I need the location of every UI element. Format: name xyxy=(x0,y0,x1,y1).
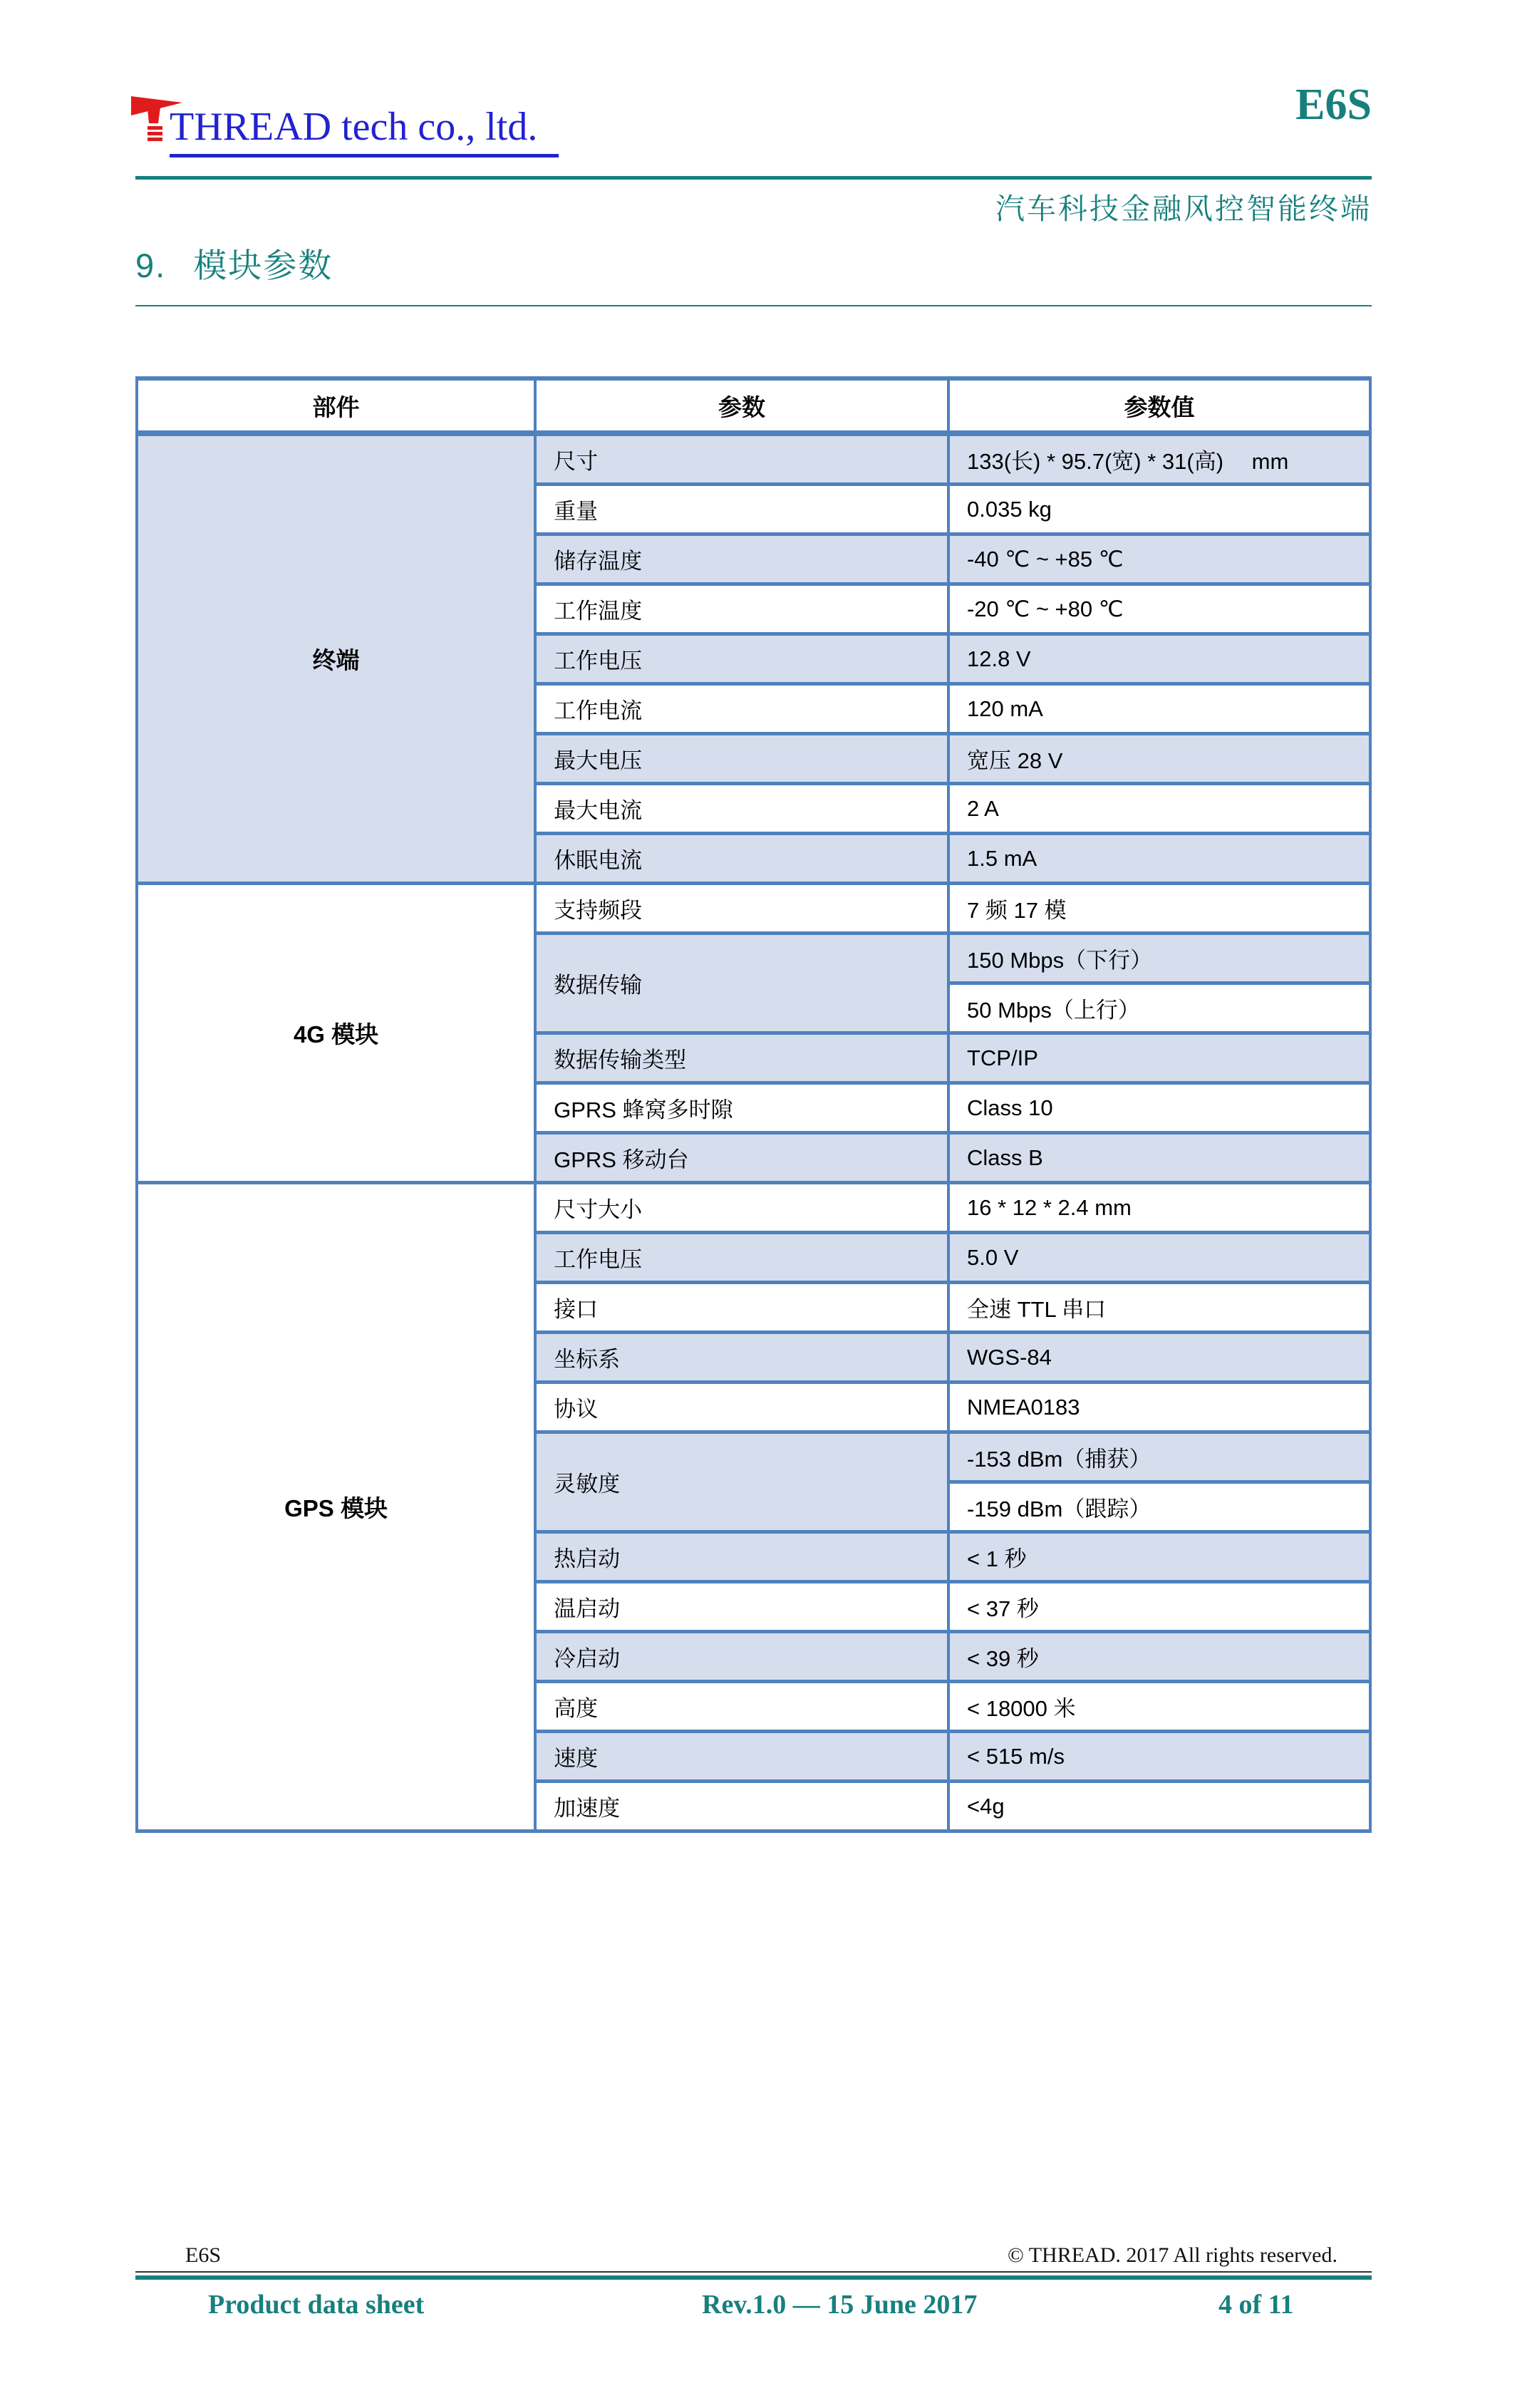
param-cell: 热启动 xyxy=(535,1532,948,1582)
footer-doc-type: Product data sheet xyxy=(208,2290,425,2320)
param-cell: 支持频段 xyxy=(535,884,948,934)
section-divider xyxy=(135,305,1372,306)
company-name: THREAD tech co., ltd. xyxy=(170,104,559,157)
table-body xyxy=(137,433,1370,1831)
table-row xyxy=(137,433,1370,485)
section-title xyxy=(135,239,333,287)
product-code: E6S xyxy=(1295,81,1372,129)
param-cell: 最大电压 xyxy=(535,734,948,784)
value-cell: 宽压 28 V xyxy=(948,734,1370,784)
value-cell: <4g xyxy=(948,1782,1370,1831)
component-cell: GPS 模块 xyxy=(137,1183,535,1831)
value-cell: 150 Mbps（下行） xyxy=(948,934,1370,983)
value-cell: 全速 TTL 串口 xyxy=(948,1283,1370,1333)
value-cell: < 37 秒 xyxy=(948,1582,1370,1632)
product-subtitle: 汽车科技金融风控智能终端 xyxy=(995,192,1372,225)
header-value: 参数值 xyxy=(948,378,1370,433)
param-cell: 数据传输 xyxy=(535,934,948,1033)
header-param: 参数 xyxy=(535,378,948,433)
param-cell: 工作电压 xyxy=(535,1233,948,1283)
param-cell: 速度 xyxy=(535,1732,948,1782)
value-cell: Class B xyxy=(948,1133,1370,1183)
param-cell: 尺寸 xyxy=(535,433,948,485)
module-parameters-table xyxy=(135,376,1372,1833)
section-number: 9. xyxy=(135,247,167,284)
section-title-text: 模块参数 xyxy=(193,247,333,284)
value-cell: -20 ℃ ~ +80 ℃ xyxy=(948,584,1370,634)
param-cell: 休眠电流 xyxy=(535,834,948,884)
value-cell: 0.035 kg xyxy=(948,485,1370,534)
footer-divider xyxy=(135,2275,1372,2280)
param-cell: 最大电流 xyxy=(535,784,948,834)
value-cell: 7 频 17 模 xyxy=(948,884,1370,934)
value-cell: < 39 秒 xyxy=(948,1632,1370,1682)
table-header-row xyxy=(137,378,1370,433)
param-cell: 冷启动 xyxy=(535,1632,948,1682)
value-cell: 16 * 12 * 2.4 mm xyxy=(948,1183,1370,1233)
value-cell: WGS-84 xyxy=(948,1333,1370,1383)
value-cell: < 515 m/s xyxy=(948,1732,1370,1782)
param-cell: GPRS 移动台 xyxy=(535,1133,948,1183)
table-row xyxy=(137,884,1370,934)
value-cell: 120 mA xyxy=(948,684,1370,734)
value-cell: < 1 秒 xyxy=(948,1532,1370,1582)
header-divider xyxy=(135,176,1372,180)
header-component: 部件 xyxy=(137,378,535,433)
param-cell: GPRS 蜂窝多时隙 xyxy=(535,1083,948,1133)
param-cell: 重量 xyxy=(535,485,948,534)
param-cell: 加速度 xyxy=(535,1782,948,1831)
footer-revision: Rev.1.0 — 15 June 2017 xyxy=(702,2290,978,2320)
param-cell: 数据传输类型 xyxy=(535,1033,948,1083)
component-cell: 4G 模块 xyxy=(137,884,535,1183)
footer-page-number: 4 of 11 xyxy=(1218,2290,1294,2320)
value-cell: -159 dBm（跟踪） xyxy=(948,1482,1370,1532)
param-cell: 工作电流 xyxy=(535,684,948,734)
value-cell: TCP/IP xyxy=(948,1033,1370,1083)
param-cell: 高度 xyxy=(535,1682,948,1732)
footer-copyright: © THREAD. 2017 All rights reserved. xyxy=(1007,2243,1337,2267)
value-cell: -153 dBm（捕获） xyxy=(948,1432,1370,1482)
param-cell: 尺寸大小 xyxy=(535,1183,948,1233)
value-cell: 2 A xyxy=(948,784,1370,834)
param-cell: 温启动 xyxy=(535,1582,948,1632)
param-cell: 储存温度 xyxy=(535,534,948,584)
value-cell: NMEA0183 xyxy=(948,1383,1370,1432)
param-cell: 灵敏度 xyxy=(535,1432,948,1532)
value-cell: < 18000 米 xyxy=(948,1682,1370,1732)
footer-thin-divider xyxy=(135,2271,1372,2273)
param-cell: 工作温度 xyxy=(535,584,948,634)
footer-doc-code: E6S xyxy=(185,2243,222,2267)
value-cell: -40 ℃ ~ +85 ℃ xyxy=(948,534,1370,584)
value-cell: Class 10 xyxy=(948,1083,1370,1133)
param-cell: 坐标系 xyxy=(535,1333,948,1383)
value-cell: 50 Mbps（上行） xyxy=(948,983,1370,1033)
component-cell: 终端 xyxy=(137,433,535,884)
value-cell: 12.8 V xyxy=(948,634,1370,684)
param-cell: 工作电压 xyxy=(535,634,948,684)
table-row xyxy=(137,1183,1370,1233)
param-cell: 协议 xyxy=(535,1383,948,1432)
value-cell: 1.5 mA xyxy=(948,834,1370,884)
value-cell: 5.0 V xyxy=(948,1233,1370,1283)
param-cell: 接口 xyxy=(535,1283,948,1333)
value-cell: 133(长) * 95.7(宽) * 31(高) mm xyxy=(948,433,1370,485)
